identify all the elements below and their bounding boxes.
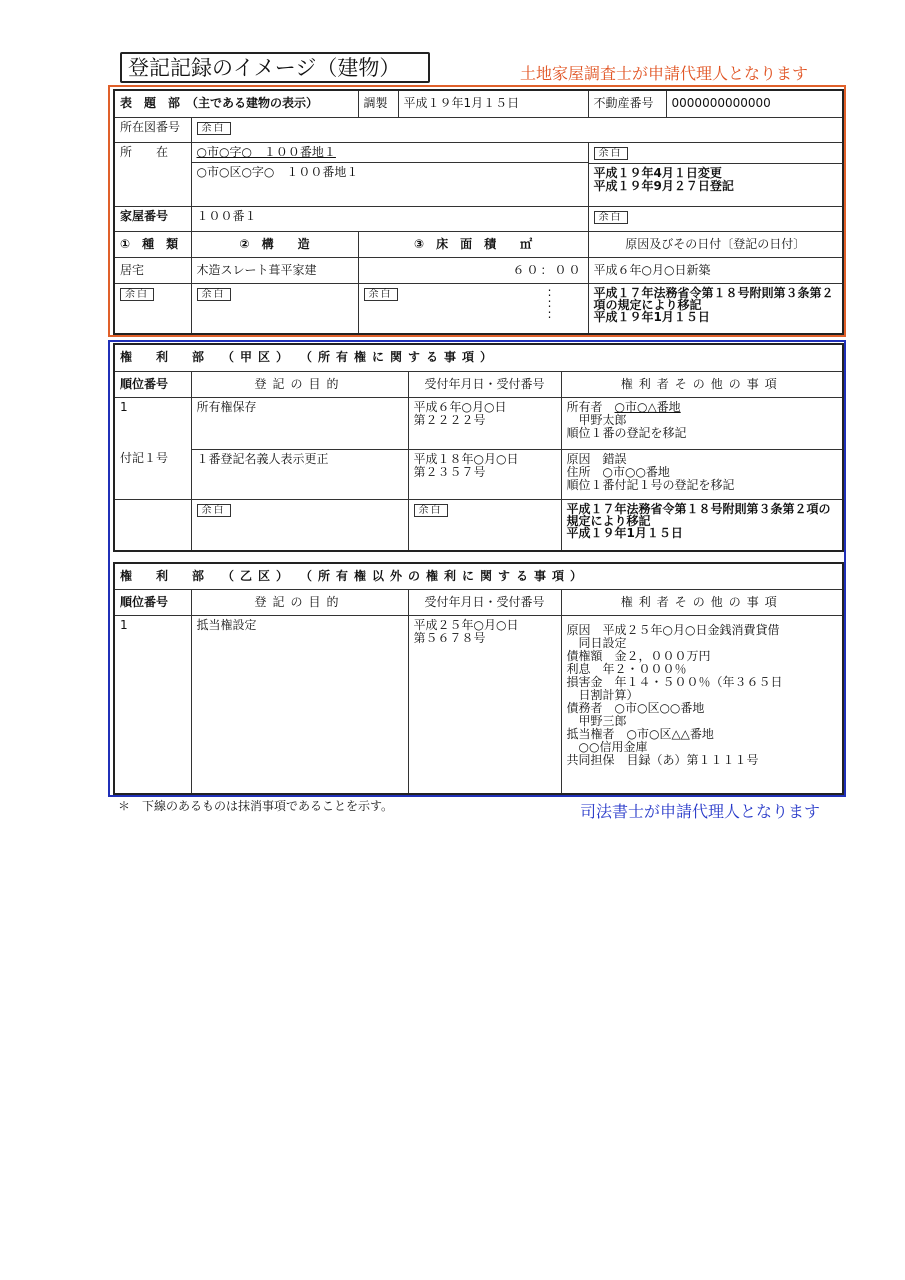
shozai-old: ○市○字○ １００番地１ xyxy=(196,144,336,159)
table-row xyxy=(114,449,843,499)
col-receipt: 受付年月日・受付番号 xyxy=(408,589,561,615)
row-no: 付記１号 xyxy=(114,449,191,499)
row-no xyxy=(114,499,191,551)
row-details: 原因 平成２５年○月○日金銭消費貸借 同日設定 債権額 金２，０００万円 利息 年２・０００％ 損害金 年１４・５００％（年３６５日 日割計算） 債務者 ○市○区○○番地 甲野三郎 抵当権者 ○市○区△△番地 ○○信用金庫 共同担保 目録（あ）第１１１１号 xyxy=(561,615,843,794)
row-details: 平成１７年法務省令第１８号附則第３条第２項の規定により移記 平成１９年1月１５日 xyxy=(561,499,843,551)
row-no: 1 xyxy=(114,615,191,794)
col-purpose: 登記の目的 xyxy=(191,589,408,615)
col-purpose: 登記の目的 xyxy=(191,371,408,397)
yohaku-mark: 余白 xyxy=(414,504,448,517)
yohaku-mark: 余白 xyxy=(364,288,398,301)
shozai-label: 所 在 xyxy=(114,142,191,206)
chosei-value: 平成１９年1月１５日 xyxy=(398,90,588,117)
kaoku-label: 家屋番号 xyxy=(114,206,191,231)
fudosan-value: 0000000000000 xyxy=(666,90,843,117)
col-no: 順位番号 xyxy=(114,371,191,397)
surveyor-note: 土地家屋調査士が申請代理人となります xyxy=(520,64,809,83)
col-menseki: ③ 床 面 積 ㎡ xyxy=(358,231,588,257)
row-receipt: 平成２５年○月○日 第５６７８号 xyxy=(408,615,561,794)
shozaizu-label: 所在図番号 xyxy=(114,117,191,142)
document-title: 登記記録のイメージ（建物） xyxy=(120,52,430,83)
row-receipt: 平成６年○月○日 第２２２２号 xyxy=(408,397,561,449)
col-kozo: ② 構 造 xyxy=(191,231,358,257)
col-receipt: 受付年月日・受付番号 xyxy=(408,371,561,397)
menseki: ６０：００ xyxy=(358,257,588,283)
col-no: 順位番号 xyxy=(114,589,191,615)
row-purpose: １番登記名義人表示更正 xyxy=(191,449,408,499)
cause2: 平成１７年法務省令第１８号附則第３条第２項の規定により移記 平成１９年1月１５日 xyxy=(588,283,843,334)
shurui: 居宅 xyxy=(114,257,191,283)
footnote: ＊ 下線のあるものは抹消事項であることを示す。 xyxy=(118,799,394,813)
dots: : : : xyxy=(547,284,552,321)
fudosan-label: 不動産番号 xyxy=(588,90,666,117)
row-details: 甲野太郎 順位１番の登記を移記 xyxy=(566,412,687,440)
table-row xyxy=(114,615,843,794)
kou-header: 権 利 部 （甲区） （所有権に関する事項） xyxy=(114,344,843,371)
col-shurui: ① 種 類 xyxy=(114,231,191,257)
kou-table xyxy=(113,343,844,552)
otsu-table xyxy=(113,562,844,795)
kaoku-value: １００番１ xyxy=(191,206,588,231)
cause1: 平成６年○月○日新築 xyxy=(588,257,843,283)
col-cause: 原因及びその日付〔登記の日付〕 xyxy=(588,231,843,257)
yohaku-mark: 余白 xyxy=(120,288,154,301)
col-details: 権利者その他の事項 xyxy=(561,589,843,615)
yohaku-mark: 余白 xyxy=(594,211,628,224)
owner-address: ○市○△番地 xyxy=(614,399,681,414)
yohaku-mark: 余白 xyxy=(197,122,231,135)
row-receipt: 平成１８年○月○日 第２３５７号 xyxy=(408,449,561,499)
yohaku-mark: 余白 xyxy=(594,147,628,160)
scrivener-note: 司法書士が申請代理人となります xyxy=(580,802,821,821)
yohaku-mark: 余白 xyxy=(197,288,231,301)
chosei-label: 調製 xyxy=(358,90,398,117)
yohaku-mark: 余白 xyxy=(197,504,231,517)
row-purpose: 抵当権設定 xyxy=(191,615,408,794)
owner-label: 所有者 xyxy=(566,399,615,414)
row-details: 原因 錯誤 住所 ○市○○番地 順位１番付記１号の登記を移記 xyxy=(561,449,843,499)
shozai-cause: 平成１９年4月１日変更 平成１９年9月２７日登記 xyxy=(589,163,843,193)
hyodai-table xyxy=(113,89,844,335)
otsu-header: 権 利 部 （乙区） （所有権以外の権利に関する事項） xyxy=(114,563,843,589)
row-no: 1 xyxy=(114,397,191,449)
hyodai-header: 表 題 部 （主である建物の表示） xyxy=(114,90,358,117)
shozai-new: ○市○区○字○ １００番地１ xyxy=(192,162,588,179)
table-row xyxy=(114,397,843,449)
col-details: 権利者その他の事項 xyxy=(561,371,843,397)
row-purpose: 所有権保存 xyxy=(191,397,408,449)
table-row xyxy=(114,499,843,551)
kozo: 木造スレート葺平家建 xyxy=(191,257,358,283)
